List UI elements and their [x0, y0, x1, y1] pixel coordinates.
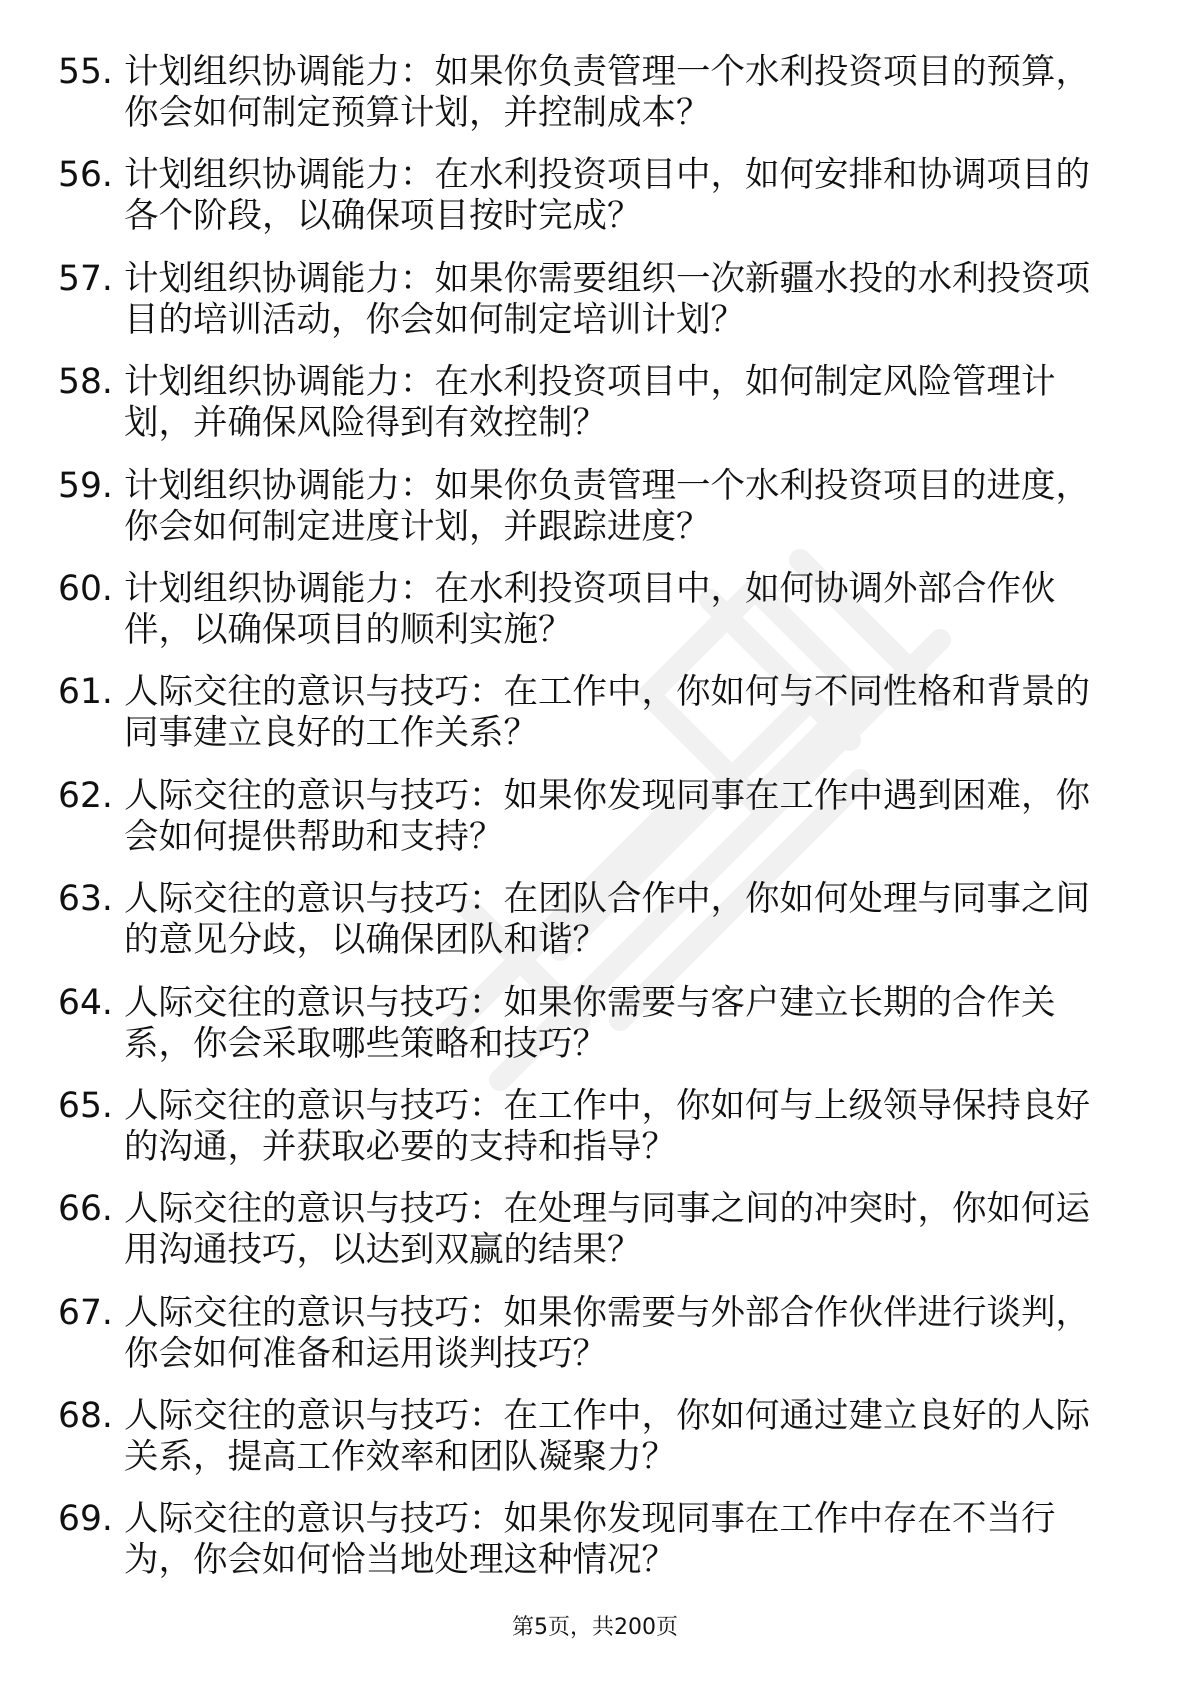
question-item — [58, 879, 1118, 961]
question-text: 人际交往的意识与技巧：在工作中，你如何与不同性格和背景的同事建立良好的工作关系？ — [124, 672, 1090, 754]
question-number: 56. — [58, 155, 113, 196]
question-number: 64. — [58, 982, 113, 1023]
question-number: 67. — [58, 1292, 113, 1333]
question-list — [58, 52, 1118, 1603]
question-item — [58, 569, 1118, 651]
question-text: 人际交往的意识与技巧：如果你发现同事在工作中存在不当行为，你会如何恰当地处理这种情况？ — [124, 1499, 1056, 1581]
question-number: 60. — [58, 568, 113, 609]
question-number: 65. — [58, 1085, 113, 1126]
question-item — [58, 776, 1118, 858]
question-item — [58, 983, 1118, 1065]
question-number: 69. — [58, 1499, 113, 1540]
question-item — [58, 1189, 1118, 1271]
question-text: 计划组织协调能力：如果你需要组织一次新疆水投的水利投资项目的培训活动，你会如何制定培训计划？ — [124, 258, 1090, 340]
question-item — [58, 362, 1118, 444]
question-number: 66. — [58, 1189, 113, 1230]
question-text: 计划组织协调能力：如果你负责管理一个水利投资项目的预算，你会如何制定预算计划，并控制成本？ — [124, 52, 1090, 133]
question-item — [58, 155, 1118, 237]
question-text: 人际交往的意识与技巧：如果你需要与客户建立长期的合作关系，你会采取哪些策略和技巧？ — [124, 982, 1056, 1064]
question-text: 计划组织协调能力：如果你负责管理一个水利投资项目的进度，你会如何制定进度计划，并跟踪进度？ — [124, 465, 1090, 547]
question-number: 55. — [58, 52, 113, 92]
question-text: 人际交往的意识与技巧：在工作中，你如何与上级领导保持良好的沟通，并获取必要的支持和指导？ — [124, 1085, 1090, 1167]
question-number: 68. — [58, 1396, 113, 1437]
question-item — [58, 1293, 1118, 1375]
question-text: 人际交往的意识与技巧：在处理与同事之间的冲突时，你如何运用沟通技巧，以达到双赢的结果？ — [124, 1189, 1090, 1271]
question-text: 人际交往的意识与技巧：在工作中，你如何通过建立良好的人际关系，提高工作效率和团队凝聚力？ — [124, 1396, 1090, 1478]
question-number: 61. — [58, 672, 113, 713]
question-item — [58, 672, 1118, 754]
question-item — [58, 1499, 1118, 1581]
page-footer: 第5页，共200页 — [512, 1615, 678, 1640]
question-item — [58, 1086, 1118, 1168]
question-item — [58, 1396, 1118, 1478]
question-text: 计划组织协调能力：在水利投资项目中，如何安排和协调项目的各个阶段，以确保项目按时完成？ — [124, 155, 1090, 237]
question-item — [58, 466, 1118, 548]
question-item — [58, 52, 1118, 134]
question-number: 58. — [58, 362, 113, 403]
question-text: 人际交往的意识与技巧：如果你需要与外部合作伙伴进行谈判，你会如何准备和运用谈判技巧？ — [124, 1292, 1090, 1374]
question-text: 人际交往的意识与技巧：在团队合作中，你如何处理与同事之间的意见分歧，以确保团队和谐？ — [124, 879, 1090, 961]
question-number: 59. — [58, 465, 113, 506]
question-number: 63. — [58, 879, 113, 920]
question-text: 人际交往的意识与技巧：如果你发现同事在工作中遇到困难，你会如何提供帮助和支持？ — [124, 775, 1090, 857]
question-text: 计划组织协调能力：在水利投资项目中，如何协调外部合作伙伴，以确保项目的顺利实施？ — [124, 568, 1056, 650]
question-number: 62. — [58, 775, 113, 816]
question-number: 57. — [58, 258, 113, 299]
question-text: 计划组织协调能力：在水利投资项目中，如何制定风险管理计划，并确保风险得到有效控制？ — [124, 362, 1056, 444]
question-item — [58, 259, 1118, 341]
